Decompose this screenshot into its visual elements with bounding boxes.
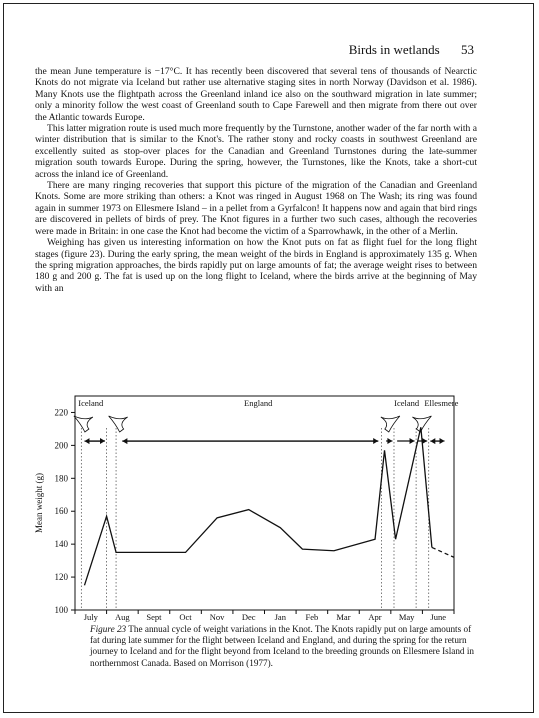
figure-caption bbox=[90, 624, 476, 669]
y-tick-label: 120 bbox=[54, 572, 68, 583]
y-tick-label: 220 bbox=[54, 407, 68, 418]
arrow-right-head bbox=[387, 438, 392, 444]
y-tick-label: 160 bbox=[54, 506, 68, 517]
paragraph: There are many ringing recoveries that support this picture of the migration of the Canadian and Greenland Knots. Some are more striking than others: a Knot was ringed in August 1968 on The Wash; its ring was found again in summer 1973 on Ellesmere Island – in a pellet from a Gyrfalcon! It happens now and again that bird rings are discovered in pellets of birds of prey. The Knot figures in a further two such cases, although the recoveries were made in Britain: in one case the Knot had become the victim of a Sparrowhawk, in the other of a Merlin. bbox=[35, 180, 477, 237]
region-label: Ellesmere bbox=[424, 398, 459, 408]
arrow-left-head bbox=[84, 438, 89, 444]
bird-icon bbox=[412, 416, 431, 432]
x-tick-label: Aug bbox=[115, 612, 130, 622]
x-tick-label: Feb bbox=[305, 612, 319, 622]
x-tick-label: Nov bbox=[209, 612, 225, 622]
x-tick-label: Apr bbox=[368, 612, 382, 622]
bird-icon bbox=[381, 416, 400, 432]
y-tick-label: 140 bbox=[54, 539, 68, 550]
x-tick-label: June bbox=[430, 612, 447, 622]
region-label: Iceland bbox=[78, 398, 104, 408]
book-page bbox=[3, 3, 534, 713]
weight-line bbox=[84, 427, 431, 585]
x-tick-label: Dec bbox=[241, 612, 256, 622]
region-label: England bbox=[244, 398, 273, 408]
weight-chart bbox=[30, 384, 482, 622]
region-label: Iceland bbox=[394, 398, 420, 408]
paragraph: This latter migration route is used much more frequently by the Turnstone, another wader of the far north with a winter distribution that is similar to the Knot's. The rather stony and rocky coasts in southwest Greenland are excellently suited as stop-over places for the Canadian and Greenland Turnstones during the late-summer migration south towards Europe. During the spring, however, the Turnstones, like the Knots, take a short-cut across the inland ice of Greenland. bbox=[35, 123, 478, 180]
bird-icon bbox=[109, 416, 128, 432]
y-tick-label: 200 bbox=[54, 440, 68, 451]
running-header bbox=[304, 42, 474, 58]
paragraph: the mean June temperature is −17°C. It has recently been discovered that several tens of thousands of Nearctic Knots do not migrate via Iceland but rather use alternative staging sites in north Norway (Davidson et al. 1986). Many Knots use the flightpath across the Greenland inland ice also on the southward migration in late summer; only a minority follow the west coast of Greenland south to Cape Farewell and then migrate from there out over the Atlantic towards Europe. bbox=[35, 66, 477, 123]
arrow-left-head bbox=[430, 438, 435, 444]
arrow-left-head bbox=[122, 438, 127, 444]
header-title: Birds in wetlands bbox=[348, 42, 440, 57]
x-tick-label: Jan bbox=[274, 612, 286, 622]
y-tick-label: 100 bbox=[54, 605, 68, 615]
bird-icon bbox=[74, 416, 93, 432]
weight-line-dashed bbox=[432, 547, 454, 557]
x-tick-label: Mar bbox=[336, 612, 351, 622]
caption-text: The annual cycle of weight variations in the Knot. The Knots rapidly put on large amounts of fat during late summer for the flight between Iceland and England, and during the spring for the return journey to Iceland and for the flight beyond from Iceland to the breeding grounds on Ellesmere Island in northernmost Canada. Based on Morrison (1977). bbox=[90, 624, 474, 668]
x-tick-label: Sept bbox=[146, 612, 162, 622]
body-text bbox=[35, 66, 477, 294]
x-tick-label: May bbox=[398, 612, 415, 622]
y-axis-label: Mean weight (g) bbox=[34, 473, 44, 533]
x-tick-label: July bbox=[83, 612, 98, 622]
figure-label: Figure 23 bbox=[90, 624, 127, 634]
x-tick-label: Oct bbox=[179, 612, 192, 622]
plot-frame bbox=[75, 396, 454, 610]
paragraph: Weighing has given us interesting information on how the Knot puts on fat as flight fuel for the long flight stages (figure 23). During the early spring, the mean weight of the birds in England is approximately 135 g. When the spring migration approaches, the birds rapidly put on large amounts of fat; the average weight rises to between 180 g and 200 g. The fat is used up on the long flight to Iceland, where the birds arrive at the beginning of May with an bbox=[35, 237, 477, 294]
page-number: 53 bbox=[461, 42, 474, 57]
y-tick-label: 180 bbox=[54, 473, 68, 484]
arrow-right-head bbox=[410, 438, 415, 444]
